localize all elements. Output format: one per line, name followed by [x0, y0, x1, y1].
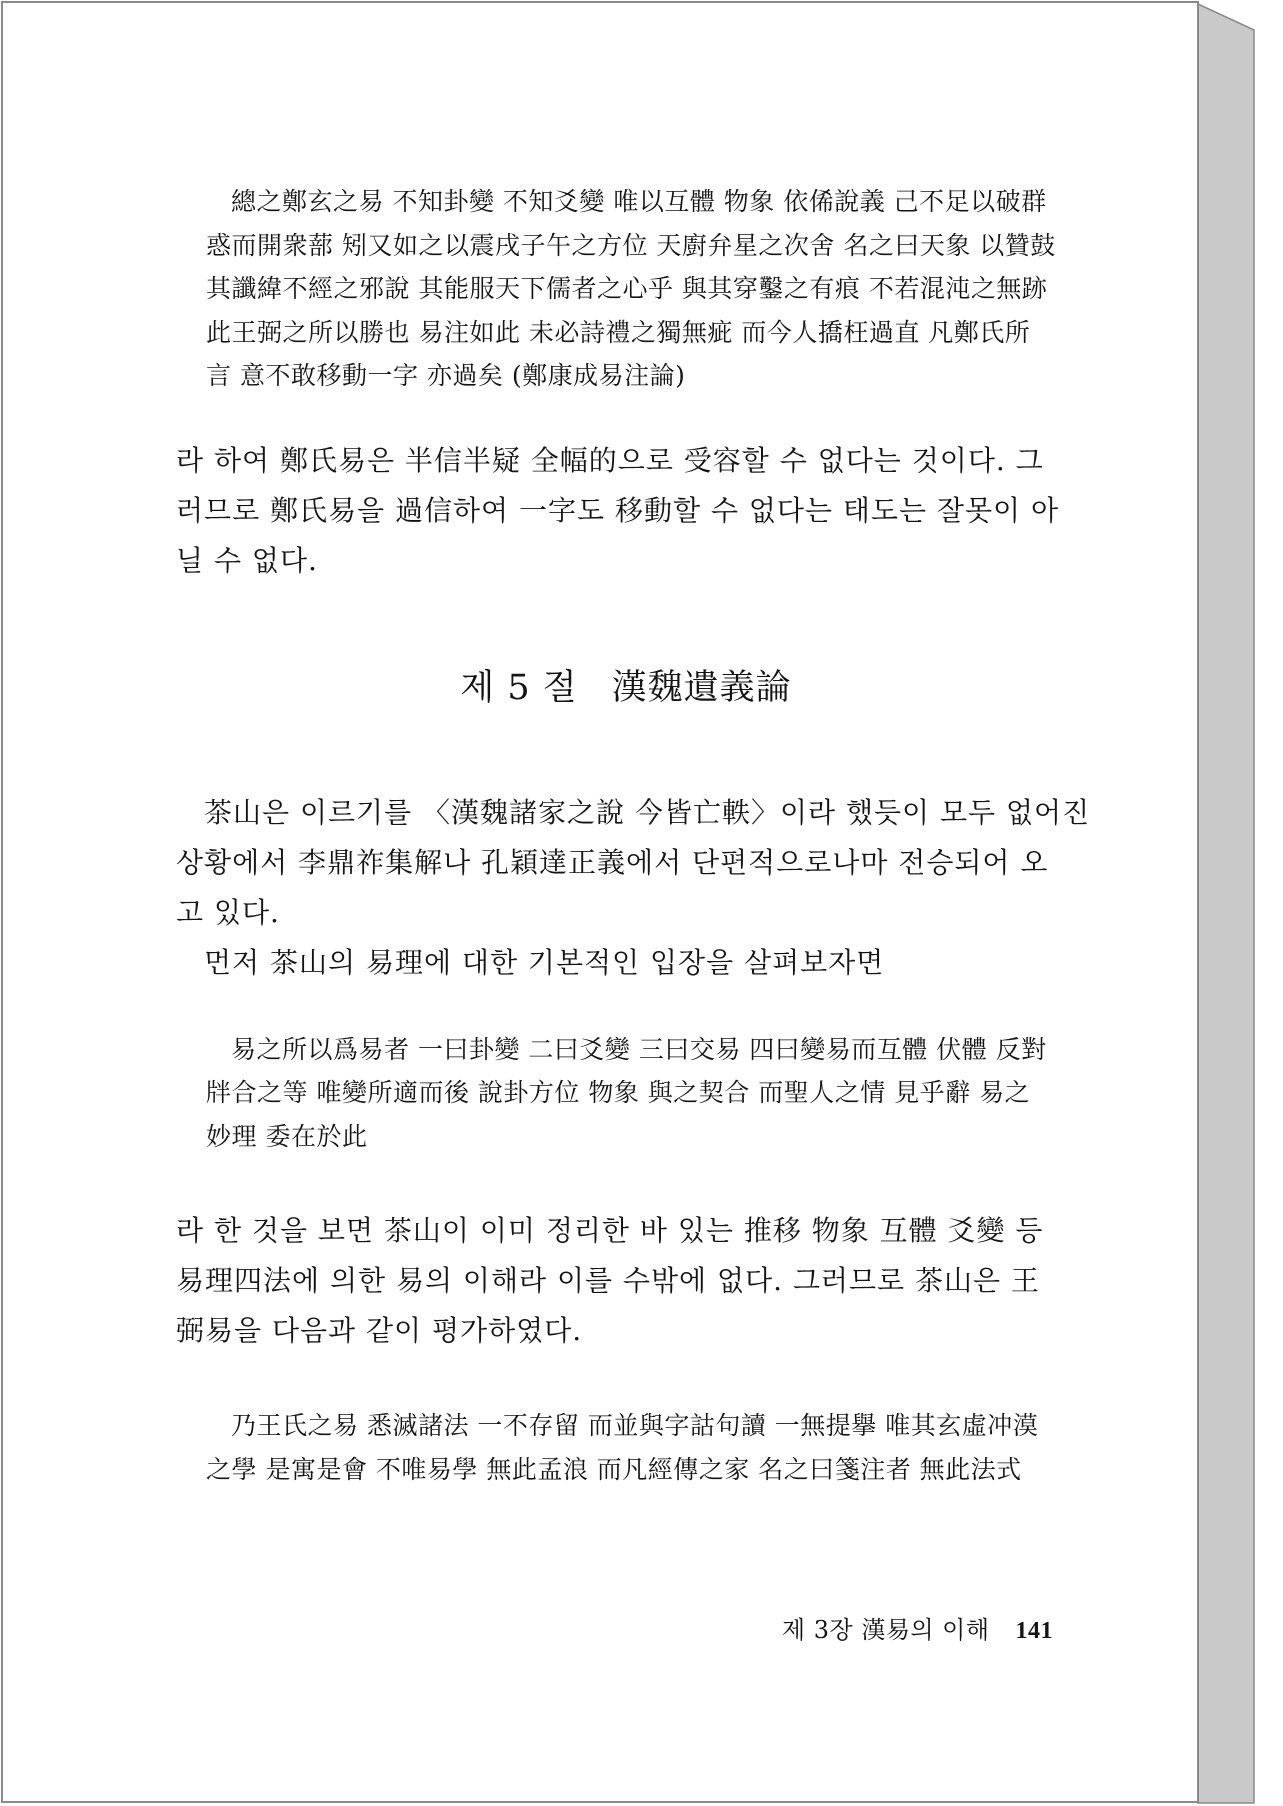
- book-side-edge: [1198, 4, 1254, 1803]
- quote-line: 牉合之等 唯變所適而後 說卦方位 物象 與之契合 而聖人之情 見乎辭 易之: [206, 1078, 1031, 1107]
- page-number: 141: [1015, 1618, 1053, 1644]
- quote-line: 惑而開衆蔀 矧又如之以震戌子午之方位 天廚弁星之次舍 名之曰天象 以贊鼓: [206, 230, 1056, 260]
- page-content: [176, 180, 1091, 1491]
- quote-block-3: [206, 1404, 1076, 1491]
- quote-line: 總之鄭玄之易 不知卦變 不知爻變 唯以互體 物象 依俙說義 己不足以破群: [231, 187, 1047, 216]
- spacer: [176, 1158, 1076, 1206]
- paragraph-line: 라 하여 鄭氏易은 半信半疑 全幅的으로 受容할 수 없다는 것이다. 그: [176, 443, 1044, 477]
- spacer: [176, 988, 1076, 1028]
- spacer: [176, 398, 1076, 436]
- paragraph-line: 茶山은 이르기를 〈漢魏諸家之說 今皆亡軼〉이라 했듯이 모두 없어진: [204, 795, 1091, 829]
- section-number: 제 5 절: [460, 667, 578, 708]
- quote-line: 之學 是寓是會 不唯易學 無此孟浪 而凡經傳之家 名之曰箋注者 無此法式: [206, 1454, 1022, 1484]
- quote-block-1: [206, 180, 1076, 398]
- spacer: [176, 1356, 1076, 1404]
- quote-line: 妙理 委在於此: [206, 1121, 368, 1151]
- paragraph-2: [176, 788, 1091, 988]
- quote-line: 其讖緯不經之邪說 其能服天下儒者之心乎 與其穿鑿之有痕 不若混沌之無跡: [206, 274, 1048, 303]
- spacer: [176, 586, 1076, 668]
- paragraph-line: 상황에서 李鼎祚集解나 孔穎達正義에서 단편적으로나마 전승되어 오: [176, 845, 1049, 879]
- quote-block-2: [206, 1028, 1076, 1159]
- paragraph-1: [176, 436, 1076, 586]
- paragraph-line: 弼易을 다음과 같이 평가하였다.: [176, 1314, 583, 1347]
- paragraph-3: [176, 1206, 1076, 1356]
- quote-line: 言 意不敢移動一字 亦過矣 (鄭康成易注論): [206, 361, 686, 390]
- chapter-title: 제 3장 漢易의 이해: [781, 1616, 990, 1644]
- quote-line: 易之所以爲易者 一曰卦變 二曰爻變 三曰交易 四曰變易而互體 伏體 反對: [231, 1034, 1047, 1064]
- quote-line: 此王弼之所以勝也 易注如此 未必詩禮之獨無疵 而今人撟枉過直 凡鄭氏所: [206, 317, 1031, 347]
- paragraph-line: 라 한 것을 보면 茶山이 이미 정리한 바 있는 推移 物象 互體 爻變 등: [176, 1214, 1044, 1247]
- section-heading: [176, 668, 1076, 708]
- page-footer: [782, 1610, 1053, 1645]
- paragraph-line: 易理四法에 의한 易의 이해라 이를 수밖에 없다. 그러므로 茶山은 王: [176, 1264, 1040, 1297]
- paragraph-line: 고 있다.: [176, 895, 280, 929]
- section-title: 漢魏遺義論: [611, 667, 792, 708]
- paragraph-line: 먼저 茶山의 易理에 대한 기본적인 입장을 살펴보자면: [204, 945, 885, 979]
- quote-line: 乃王氏之易 悉滅諸法 一不存留 而並與字詁句讀 一無提擧 唯其玄虛冲漠: [231, 1411, 1039, 1440]
- paragraph-line: 러므로 鄭氏易을 過信하여 一字도 移動할 수 없다는 태도는 잘못이 아: [176, 493, 1060, 527]
- spacer: [176, 708, 1076, 788]
- paragraph-line: 닐 수 없다.: [176, 543, 318, 577]
